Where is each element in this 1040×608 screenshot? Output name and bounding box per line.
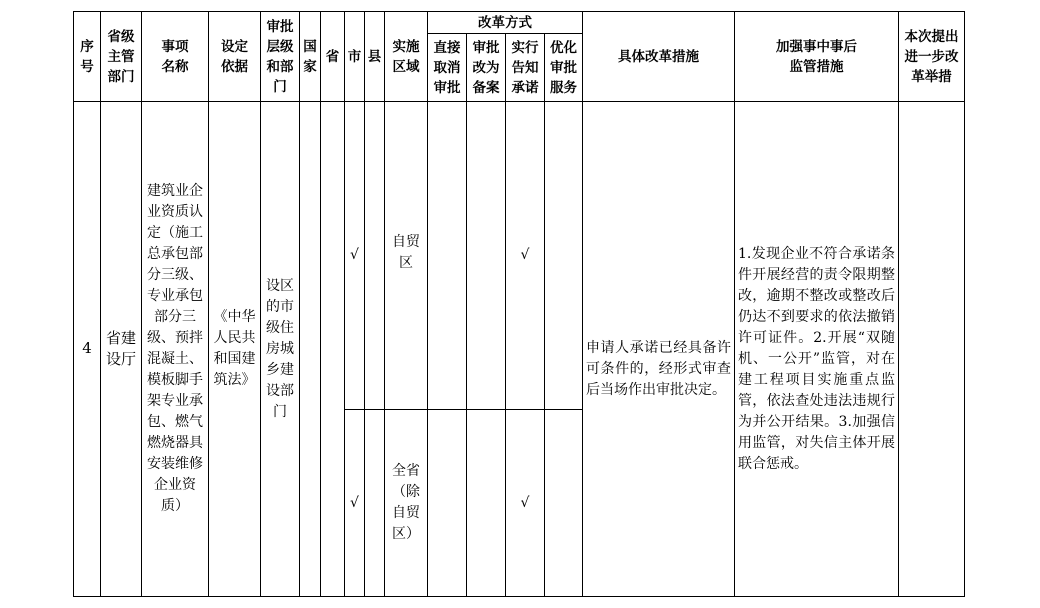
- reform-table: [73, 11, 965, 597]
- header-area: 实施区域: [385, 12, 428, 102]
- row-basis: 《中华人民共和国建筑法》: [209, 102, 261, 597]
- sub2-filing: [467, 410, 506, 597]
- sub2-commit-mark: √: [506, 410, 545, 597]
- header-province: 省: [321, 12, 345, 102]
- row-further: [899, 102, 965, 597]
- row-seq: 4: [74, 102, 101, 597]
- header-basis: 设定依据: [209, 12, 261, 102]
- sub2-cancel: [428, 410, 467, 597]
- sub2-county: [365, 410, 385, 597]
- header-cancel: 直接取消审批: [428, 34, 467, 102]
- row-measures: 申请人承诺已经具备许可条件的，经形式审查后当场作出审批决定。: [583, 102, 735, 597]
- sub1-county: [365, 102, 385, 410]
- header-seq: 序号: [74, 12, 101, 102]
- sub1-filing: [467, 102, 506, 410]
- header-county: 县: [365, 12, 385, 102]
- header-city: 市: [345, 12, 365, 102]
- header-commit: 实行告知承诺: [506, 34, 545, 102]
- header-nation: 国家: [300, 12, 321, 102]
- header-reform-mode: 改革方式: [428, 12, 583, 34]
- header-optimize: 优化审批服务: [545, 34, 583, 102]
- header-measures: 具体改革措施: [583, 12, 735, 102]
- row-nation: [300, 102, 321, 597]
- header-item-name: 事项名称: [142, 12, 209, 102]
- header-approval-level: 审批层级和部门: [261, 12, 300, 102]
- row-dept: 省建设厅: [101, 102, 142, 597]
- header-filing: 审批改为备案: [467, 34, 506, 102]
- sub1-cancel: [428, 102, 467, 410]
- row-province: [321, 102, 345, 597]
- sub1-commit-mark: √: [506, 102, 545, 410]
- row-approval-level: 设区的市级住房城乡建设部门: [261, 102, 300, 597]
- sub2-area: 全省（除自贸区）: [385, 410, 428, 597]
- header-dept: 省级主管部门: [101, 12, 142, 102]
- sub1-optimize: [545, 102, 583, 410]
- row-supervision: 1.发现企业不符合承诺条件开展经营的责令限期整改，逾期不整改或整改后仍达不到要求的依法撤销许可证件。2.开展“双随机、一公开”监管，对在建工程项目实施重点监管，依法查处违法违规行为并公开结果。3.加强信用监管，对失信主体开展联合惩戒。: [735, 102, 899, 597]
- header-supervision: 加强事中事后监管措施: [735, 12, 899, 102]
- sub2-optimize: [545, 410, 583, 597]
- sub1-area: 自贸区: [385, 102, 428, 410]
- row-item-name: 建筑业企业资质认定（施工总承包部分三级、专业承包部分三级、预拌混凝土、模板脚手架专业承包、燃气燃烧器具安装维修企业资质）: [142, 102, 209, 597]
- sub1-city-mark: √: [345, 102, 365, 410]
- header-further: 本次提出进一步改革举措: [899, 12, 965, 102]
- sub2-city-mark: √: [345, 410, 365, 597]
